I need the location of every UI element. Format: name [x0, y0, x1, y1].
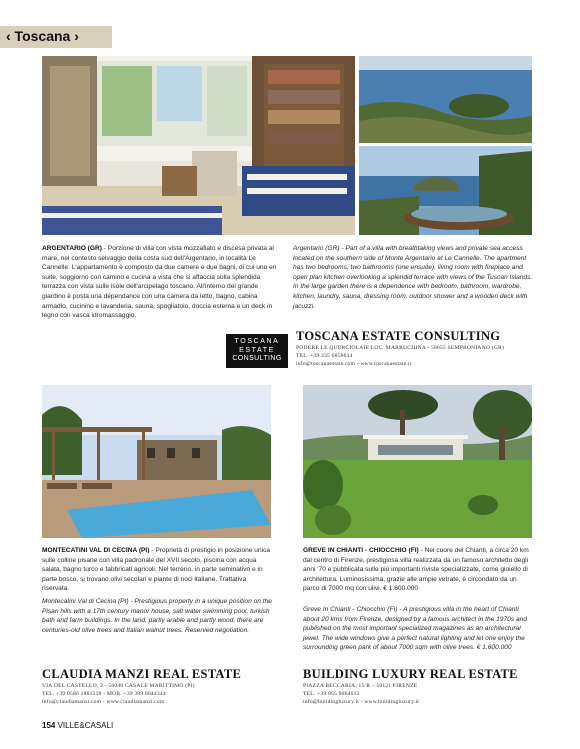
section-title: ‹ Toscana › — [6, 28, 79, 44]
argentario-interior-photo — [42, 56, 355, 235]
building-luxury-tel: TEL. +39 055 9064012 — [303, 691, 360, 697]
greve-body-it: - Nel cuore del Chianti, a circa 20 km dal centro di Firenze, prestigiosa villa realizzata da un famoso architetto degli anni '70 e pubblicata sulle più importanti riviste specializzate, come gioiello di architettura. Luminosissima, grazie alle ampie vetrate, è circondato da un parco di 7000 mq con ulivi. € 1.600.000 — [303, 547, 529, 593]
toscana-estate-web[interactable]: info@toscanaestate.com - www.toscanaestate.it — [296, 361, 412, 367]
logo-line-3: CONSULTING — [232, 355, 282, 362]
greve-description-en: Greve In Chianti - Chiocchio (FI) - A prestigious villa in the heart of Chianti about 20 kms from Firenze, designed by a famous architect in the 1970s and published on the most important specialized magazines as an architectural jewel. The wide windows give a perfect natural lighting and let one enjoy the surrounding green park of about 7000 sqm with olive trees. € 1.600.000 — [303, 606, 527, 652]
argentario-jacuzzi-photo — [359, 146, 532, 235]
claudia-manzi-name: CLAUDIA MANZI REAL ESTATE — [42, 667, 242, 681]
claudia-manzi-address: VIA DEL CASTELLO, 2 - 56040 CASALE MARITTIMO (PI) — [42, 683, 195, 689]
logo-line-1: TOSCANA — [234, 338, 280, 345]
greve-heading: GREVE IN CHIANTI - CHIOCCHIO (FI) — [303, 547, 419, 554]
logo-line-2: ESTATE — [239, 346, 275, 354]
montecatini-body-it: - Proprietà di prestigio in posizione unica sulle colline pisane con villa padronale del XVII secolo, piscina con acqua salata, bagno turco e fabbricati agricoli. Nel terreno, in parte seminativo e in parte bosco, si trovano olivi secolari e piante di noci italiane. Trattativa riservata. — [42, 547, 271, 593]
toscana-estate-logo — [226, 334, 288, 368]
section-tab — [0, 26, 112, 48]
building-luxury-web[interactable]: info@buildingluxury.it - www.buildingluxury.it — [303, 699, 419, 705]
argentario-heading: ARGENTARIO (GR) — [42, 245, 102, 252]
toscana-estate-tel: TEL. +39 335 6858634 — [296, 353, 353, 359]
page-number: 154 — [42, 721, 56, 730]
page-footer — [42, 721, 113, 730]
argentario-body-it: - Porzione di villa con vista mozzafiato e discesa privata al mare, nel contesto selvaggio della costa sud dell'Argentario, in località Le Cannelle. L'appartamento è composto da due camere e due bagni, di cui uno en suite, soggiorno con camino e cucina a vista che si affaccia sulla splendida terrazza con vista sulle isole dell'arcipelago toscano. All'interno del grande giardino è posta una dépendance con una camera da letto, bagno, cabina armadio, cucinino e lavanderia, sauna, spogliatoio, doccia esterna e un deck in legno con vasca idromassaggio. — [42, 245, 277, 320]
greve-description-it — [303, 546, 533, 594]
toscana-estate-contact — [296, 329, 536, 368]
toscana-estate-name: TOSCANA ESTATE CONSULTING — [296, 329, 501, 343]
argentario-description-it — [42, 244, 282, 321]
argentario-sea-photo — [359, 56, 532, 143]
montecatini-description-it — [42, 546, 272, 594]
claudia-manzi-contact — [42, 667, 282, 706]
greve-villa-photo — [303, 385, 532, 538]
montecatini-pool-photo — [42, 385, 271, 538]
building-luxury-name: BUILDING LUXURY REAL ESTATE — [303, 667, 518, 681]
claudia-manzi-tel: TEL. +39 0586 1881218 - MOB. +39 389 6044344 — [42, 691, 166, 697]
montecatini-description-en: Montecatini Val di Cecina (PI) - Prestigious property in a unique position on the Pisan hills with a 17th century manor house, salt water swimming pool, turkish bath and farm buildings. In the land, partly arable and partly wood, there are centuries-old olive trees and Italian walnut trees. Reserved negotiation. — [42, 598, 272, 634]
building-luxury-contact — [303, 667, 543, 706]
building-luxury-address: PIAZZA BECCARIA, 15/R – 50121 FIRENZE — [303, 683, 418, 689]
montecatini-heading: MONTECATINI VAL DI CECINA (PI) — [42, 547, 150, 554]
toscana-estate-address: PODERE LE QUERCIOLAIE LOC. MARRUCHINA - 58055 SEMPRONIANO (GR) — [296, 345, 505, 351]
magazine-name: VILLE&CASALI — [57, 721, 114, 730]
claudia-manzi-web[interactable]: info@claudiamanzi.com - www.claudiamanzi.com — [42, 699, 165, 705]
argentario-description-en: Argentario (GR) - Part of a villa with breathtaking views and private sea access located on the southern side of Monte Argentario at Le Cannelle. The apartment has two bedrooms, two bathrooms (one ensuite), living room with fireplace and open plan kitchen overlooking a splendid terrace with views of the Tuscan Islands. In the large garden there is a dependence with bedroom, bathroom, wardrobe, kitchen, laundry, sauna, dressing room, outdoor shower and a wooden deck with jacuzzi. — [293, 245, 533, 310]
